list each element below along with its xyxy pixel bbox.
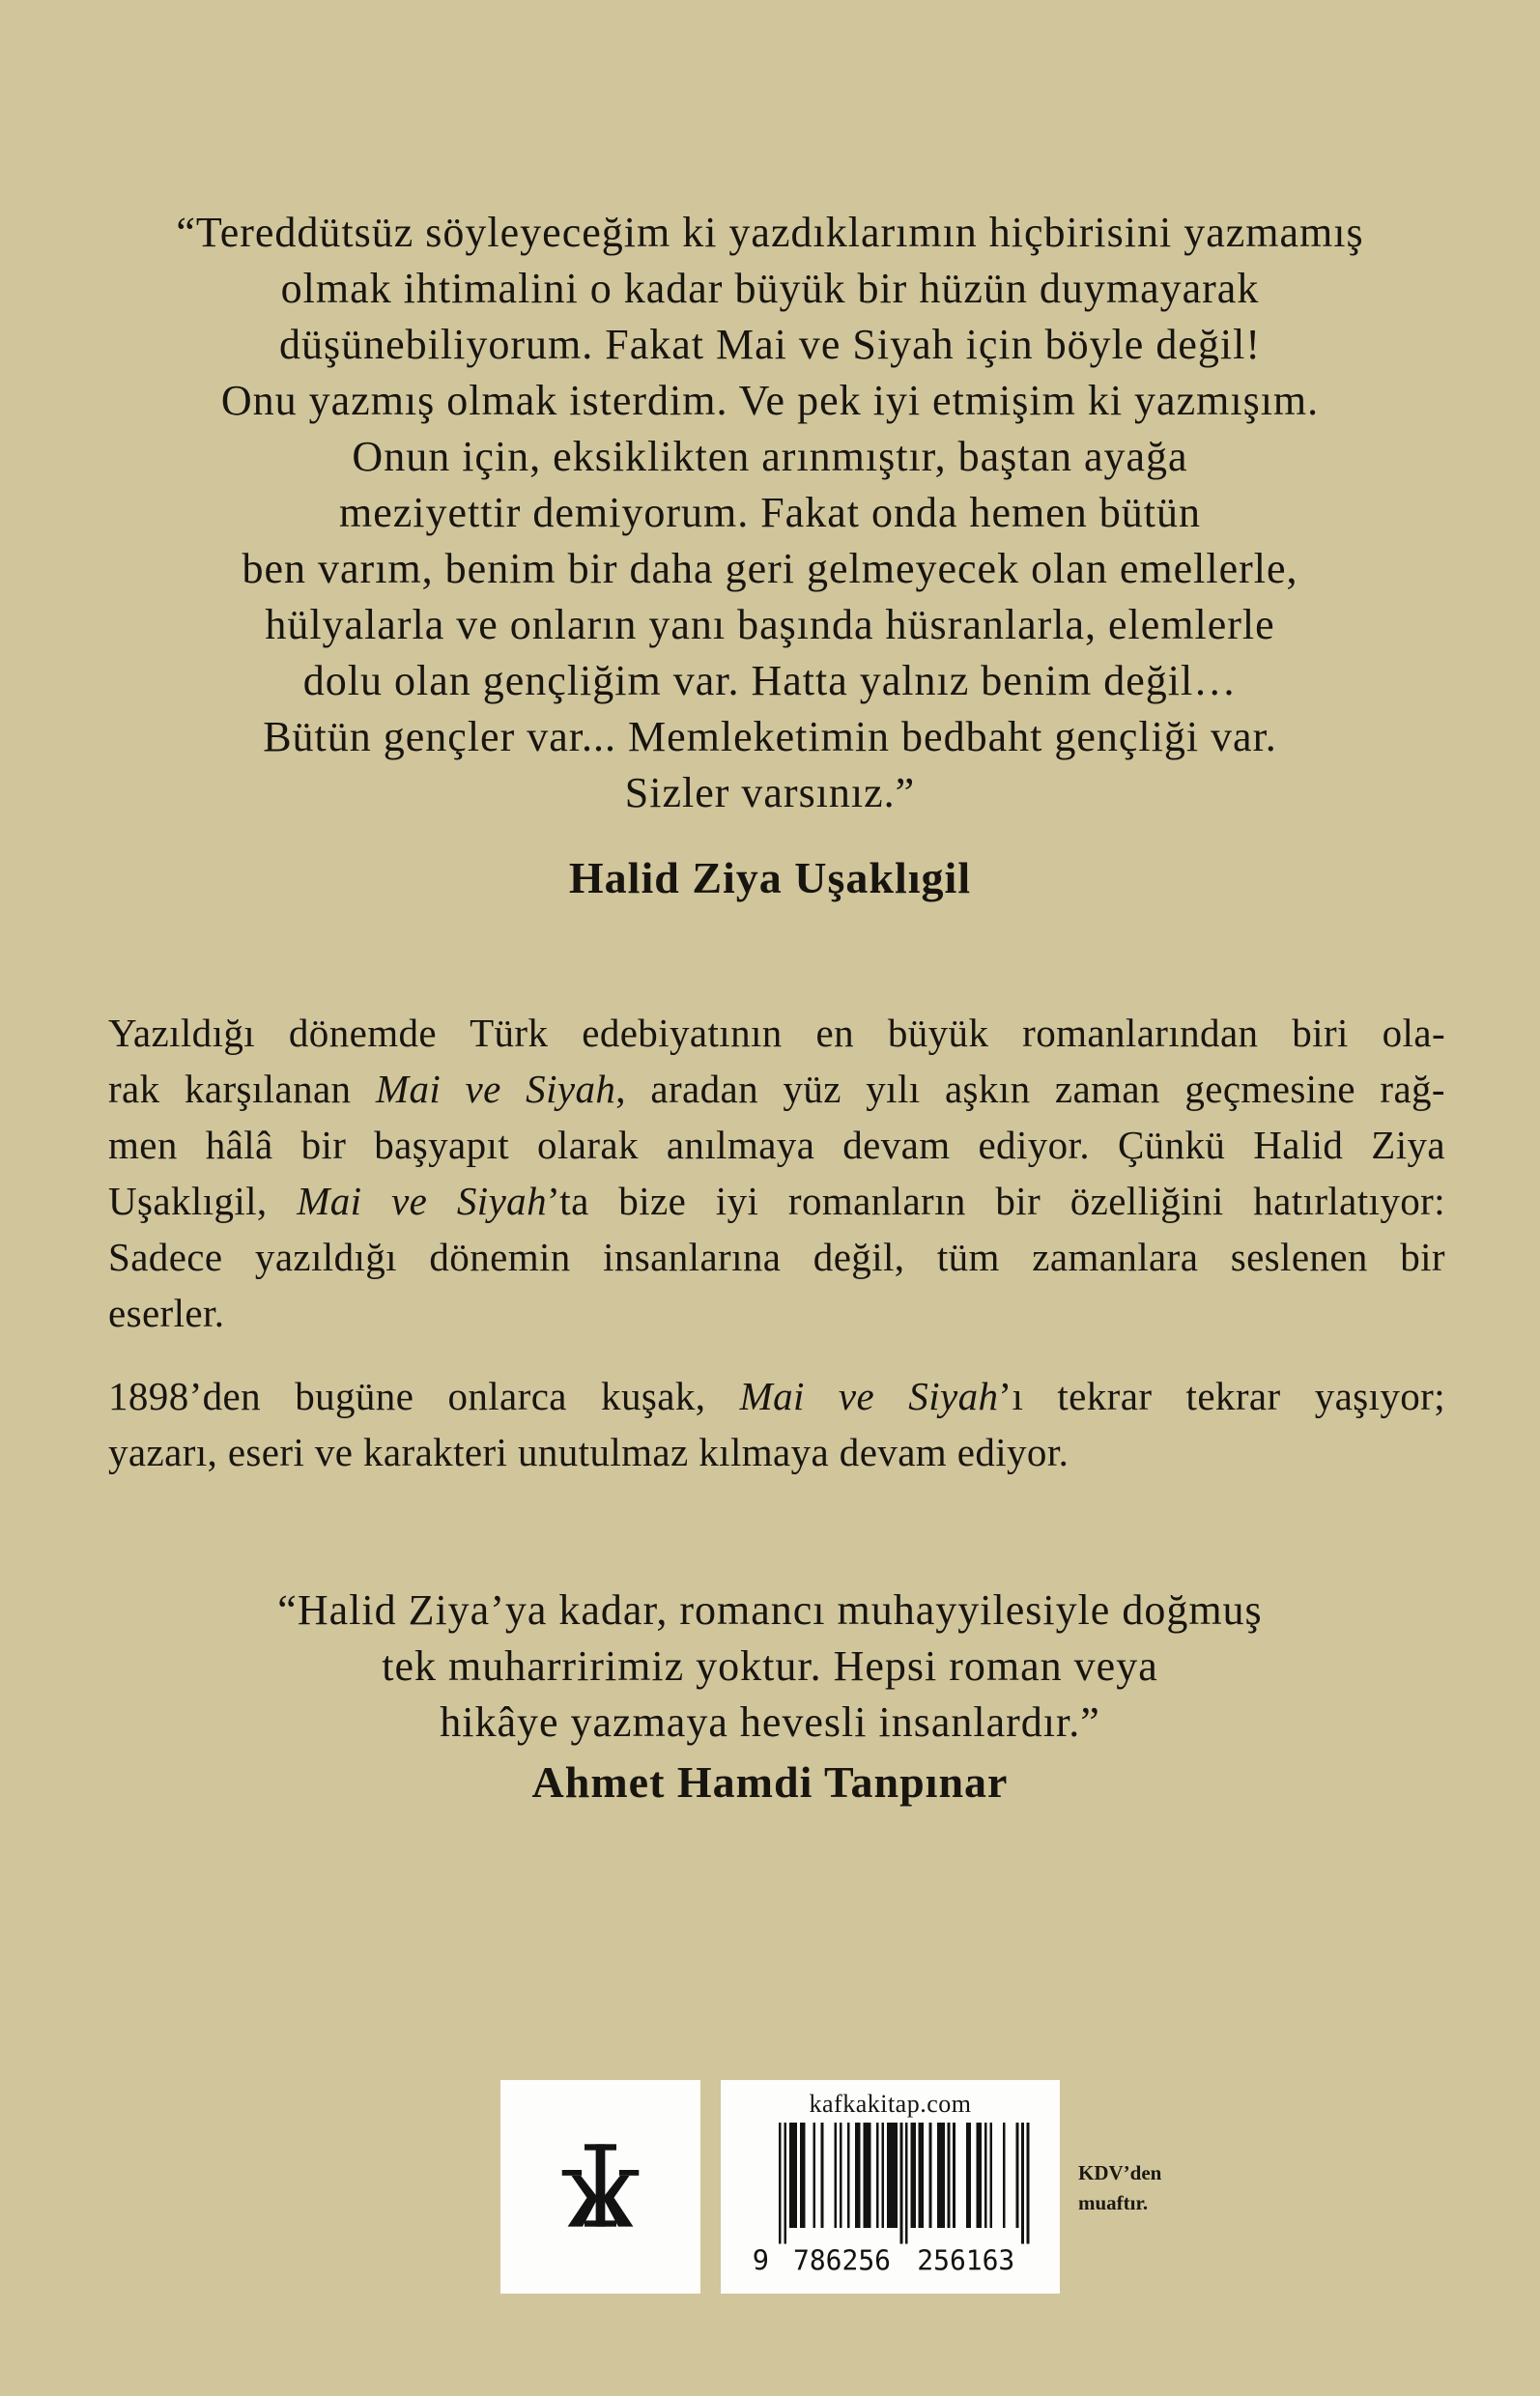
text-line: Yazıldığı dönemde Türk edebiyatının en büyük romanlarından biri ola- <box>108 1011 1445 1055</box>
publisher-website-label: kafkakitap.com <box>809 2090 972 2118</box>
text-line: Onu yazmış olmak isterdim. Ve pek iyi etmişim ki yazmışım. <box>220 377 1320 424</box>
text-line: olmak ihtimalini o kadar büyük bir hüzün duymayarak <box>280 265 1260 312</box>
blurb-paragraph-1 <box>108 1005 1445 1341</box>
svg-text:9: 9 <box>752 2243 769 2275</box>
text-line: rak karşılanan Mai ve Siyah, aradan yüz yılı aşkın zaman geçmesine rağ- <box>108 1067 1445 1111</box>
critic-quote <box>77 1583 1463 1751</box>
text-line: “Halid Ziya’ya kadar, romancı muhayyilesiyle doğmuş <box>277 1586 1263 1634</box>
tax-note-line: muaftır. <box>1078 2191 1149 2214</box>
text-line: Sizler varsınız.” <box>624 769 916 816</box>
kafka-kitap-logo-icon <box>554 2136 647 2235</box>
author-quote-attribution: Halid Ziya Uşaklıgil <box>568 853 972 902</box>
blurb-paragraph-2 <box>108 1368 1445 1480</box>
publisher-logo-box <box>500 2080 700 2294</box>
text-line: Sadece yazıldığı dönemin insanlarına değil, tüm zamanlara seslenen bir <box>108 1235 1445 1279</box>
text-line: meziyettir demiyorum. Fakat onda hemen bütün <box>338 489 1201 536</box>
barcode-box <box>721 2080 1060 2294</box>
text-line: hikâye yazmaya hevesli insanlardır.” <box>440 1698 1100 1746</box>
svg-text:786256: 786256 <box>793 2243 891 2275</box>
text-line: hülyalarla ve onların yanı başında hüsranlarla, elemlerle <box>265 601 1275 648</box>
author-quote <box>77 205 1463 821</box>
text-line: 1898’den bugüne onlarca kuşak, Mai ve Siyah’ı tekrar tekrar yaşıyor; <box>108 1374 1445 1418</box>
text-line: eserler. <box>108 1291 225 1335</box>
tax-exempt-note <box>1078 2158 1161 2218</box>
text-line: düşünebiliyorum. Fakat Mai ve Siyah için böyle değil! <box>279 321 1261 368</box>
text-line: Uşaklıgil, Mai ve Siyah’ta bize iyi romanların bir özelliğini hatırlatıyor: <box>108 1179 1445 1223</box>
svg-text:256163: 256163 <box>917 2243 1015 2275</box>
text-line: men hâlâ bir başyapıt olarak anılmaya devam ediyor. Çünkü Halid Ziya <box>108 1123 1445 1167</box>
text-line: Onun için, eksiklikten arınmıştır, baştan ayağa <box>352 433 1188 480</box>
text-line: tek muharririmiz yoktur. Hepsi roman veya <box>382 1642 1158 1690</box>
text-line: Bütün gençler var... Memleketimin bedbaht gençliği var. <box>263 713 1277 760</box>
text-line: dolu olan gençliğim var. Hatta yalnız benim değil… <box>302 657 1238 704</box>
ean13-barcode <box>750 2123 1032 2275</box>
text-line: ben varım, benim bir daha geri gelmeyecek olan emellerle, <box>242 545 1298 592</box>
text-line: yazarı, eseri ve karakteri unutulmaz kılmaya devam ediyor. <box>108 1430 1069 1474</box>
tax-note-line: KDV’den <box>1078 2161 1162 2184</box>
critic-quote-attribution: Ahmet Hamdi Tanpınar <box>531 1757 1009 1807</box>
text-line: “Tereddütsüz söyleyeceğim ki yazdıklarımın hiçbirisini yazmamış <box>176 209 1364 256</box>
